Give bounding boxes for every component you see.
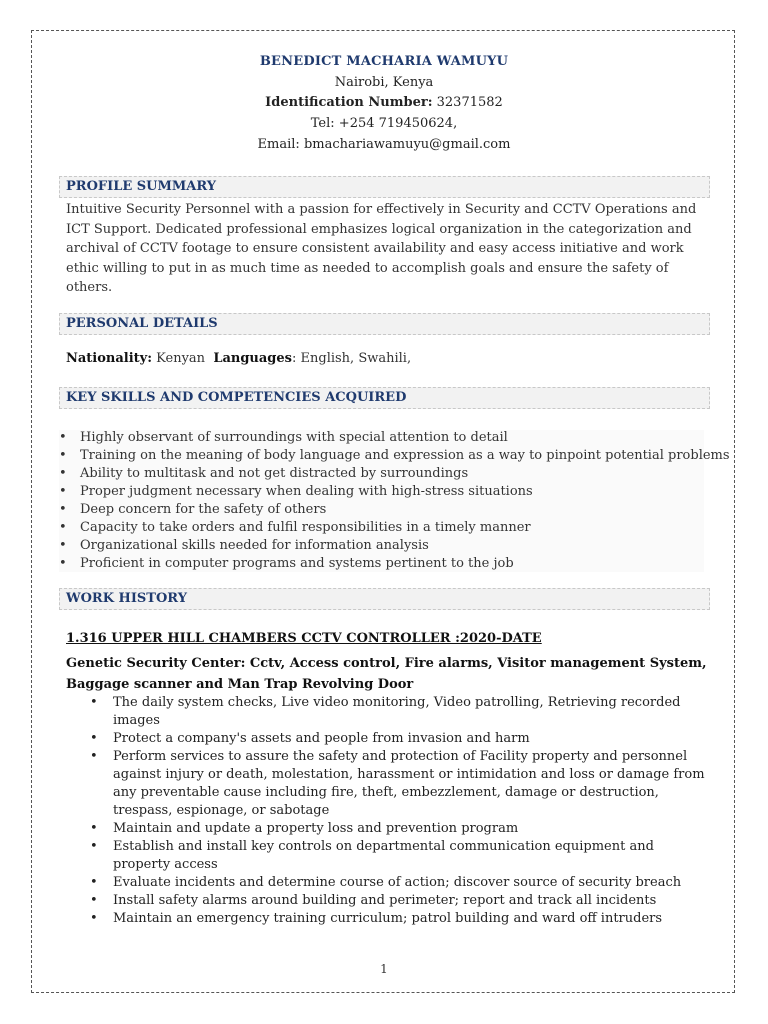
skills-list bbox=[59, 429, 730, 573]
list-item: • Ability to multitask and not get distracted by surroundings bbox=[59, 465, 730, 483]
email-label: Email: bbox=[257, 137, 300, 152]
page-number: 1 bbox=[380, 962, 388, 976]
section-personal-details: PERSONAL DETAILS bbox=[59, 313, 710, 335]
telephone-line bbox=[0, 113, 768, 134]
duties-list bbox=[113, 694, 708, 928]
list-item: • The daily system checks, Live video monitoring, Video patrolling, Retrieving recorded images bbox=[113, 694, 708, 730]
location: Nairobi, Kenya bbox=[334, 75, 434, 90]
list-item: • Maintain an emergency training curriculum; patrol building and ward off intruders bbox=[113, 910, 708, 928]
tel-label: Tel: bbox=[310, 116, 335, 131]
section-key-skills: KEY SKILLS AND COMPETENCIES ACQUIRED bbox=[59, 387, 710, 409]
personal-details-line bbox=[66, 351, 411, 366]
list-item: • Proficient in computer programs and systems pertinent to the job bbox=[59, 555, 730, 573]
section-profile-summary: PROFILE SUMMARY bbox=[59, 176, 710, 198]
list-item: • Maintain and update a property loss and prevention program bbox=[113, 820, 708, 838]
name-text: BENEDICT MACHARIA WAMUYU bbox=[259, 54, 509, 69]
languages-value: : English, Swahili, bbox=[292, 351, 412, 366]
list-item: • Capacity to take orders and fulfil responsibilities in a timely manner bbox=[59, 519, 730, 537]
list-item: • Install safety alarms around building and perimeter; report and track all incidents bbox=[113, 892, 708, 910]
list-item: • Proper judgment necessary when dealing with high-stress situations bbox=[59, 483, 730, 501]
nationality-value: Kenyan bbox=[152, 351, 206, 366]
list-item: • Organizational skills needed for information analysis bbox=[59, 537, 730, 555]
list-item: • Highly observant of surroundings with special attention to detail bbox=[59, 429, 730, 447]
list-item: • Deep concern for the safety of others bbox=[59, 501, 730, 519]
list-item: • Training on the meaning of body language and expression as a way to pinpoint potential problems bbox=[59, 447, 730, 465]
list-item: • Protect a company's assets and people from invasion and harm bbox=[113, 730, 708, 748]
id-label: Identification Number: bbox=[265, 95, 433, 110]
nationality-label: Nationality: bbox=[66, 351, 153, 366]
candidate-name bbox=[0, 51, 768, 72]
email-value: bmachariawamuyu@gmail.com bbox=[299, 137, 511, 152]
profile-summary-text: Intuitive Security Personnel with a passion for effectively in Security and CCTV Operations and ICT Support. Dedicated professional emphasizes logical organization in the categorization and archival of CCTV footage to ensure consistent availability and easy access initiative and work ethic willing to put in as much time as needed to accomplish goals and ensure the safety of others. bbox=[66, 202, 697, 296]
company-description: Genetic Security Center: Cctv, Access control, Fire alarms, Visitor management System, Baggage scanner and Man Trap Revolving Door bbox=[66, 656, 707, 692]
languages-label: Languages bbox=[213, 351, 292, 366]
list-item: • Establish and install key controls on departmental communication equipment and property access bbox=[113, 838, 708, 874]
email-line bbox=[0, 134, 768, 155]
identification-line bbox=[0, 92, 768, 113]
list-item: • Evaluate incidents and determine course of action; discover source of security breach bbox=[113, 874, 708, 892]
tel-value: +254 719450624, bbox=[334, 116, 458, 131]
job-title: 1.316 UPPER HILL CHAMBERS CCTV CONTROLLER :2020-DATE bbox=[66, 631, 542, 646]
list-item: • Perform services to assure the safety and protection of Facility property and personnel against injury or death, molestation, harassment or intimidation and loss or damage from any preventable cause including fire, theft, embezzlement, damage or destruction, trespass, espionage, or sabotage bbox=[113, 748, 708, 820]
id-value: 32371582 bbox=[432, 95, 503, 110]
section-work-history: WORK HISTORY bbox=[59, 588, 710, 610]
